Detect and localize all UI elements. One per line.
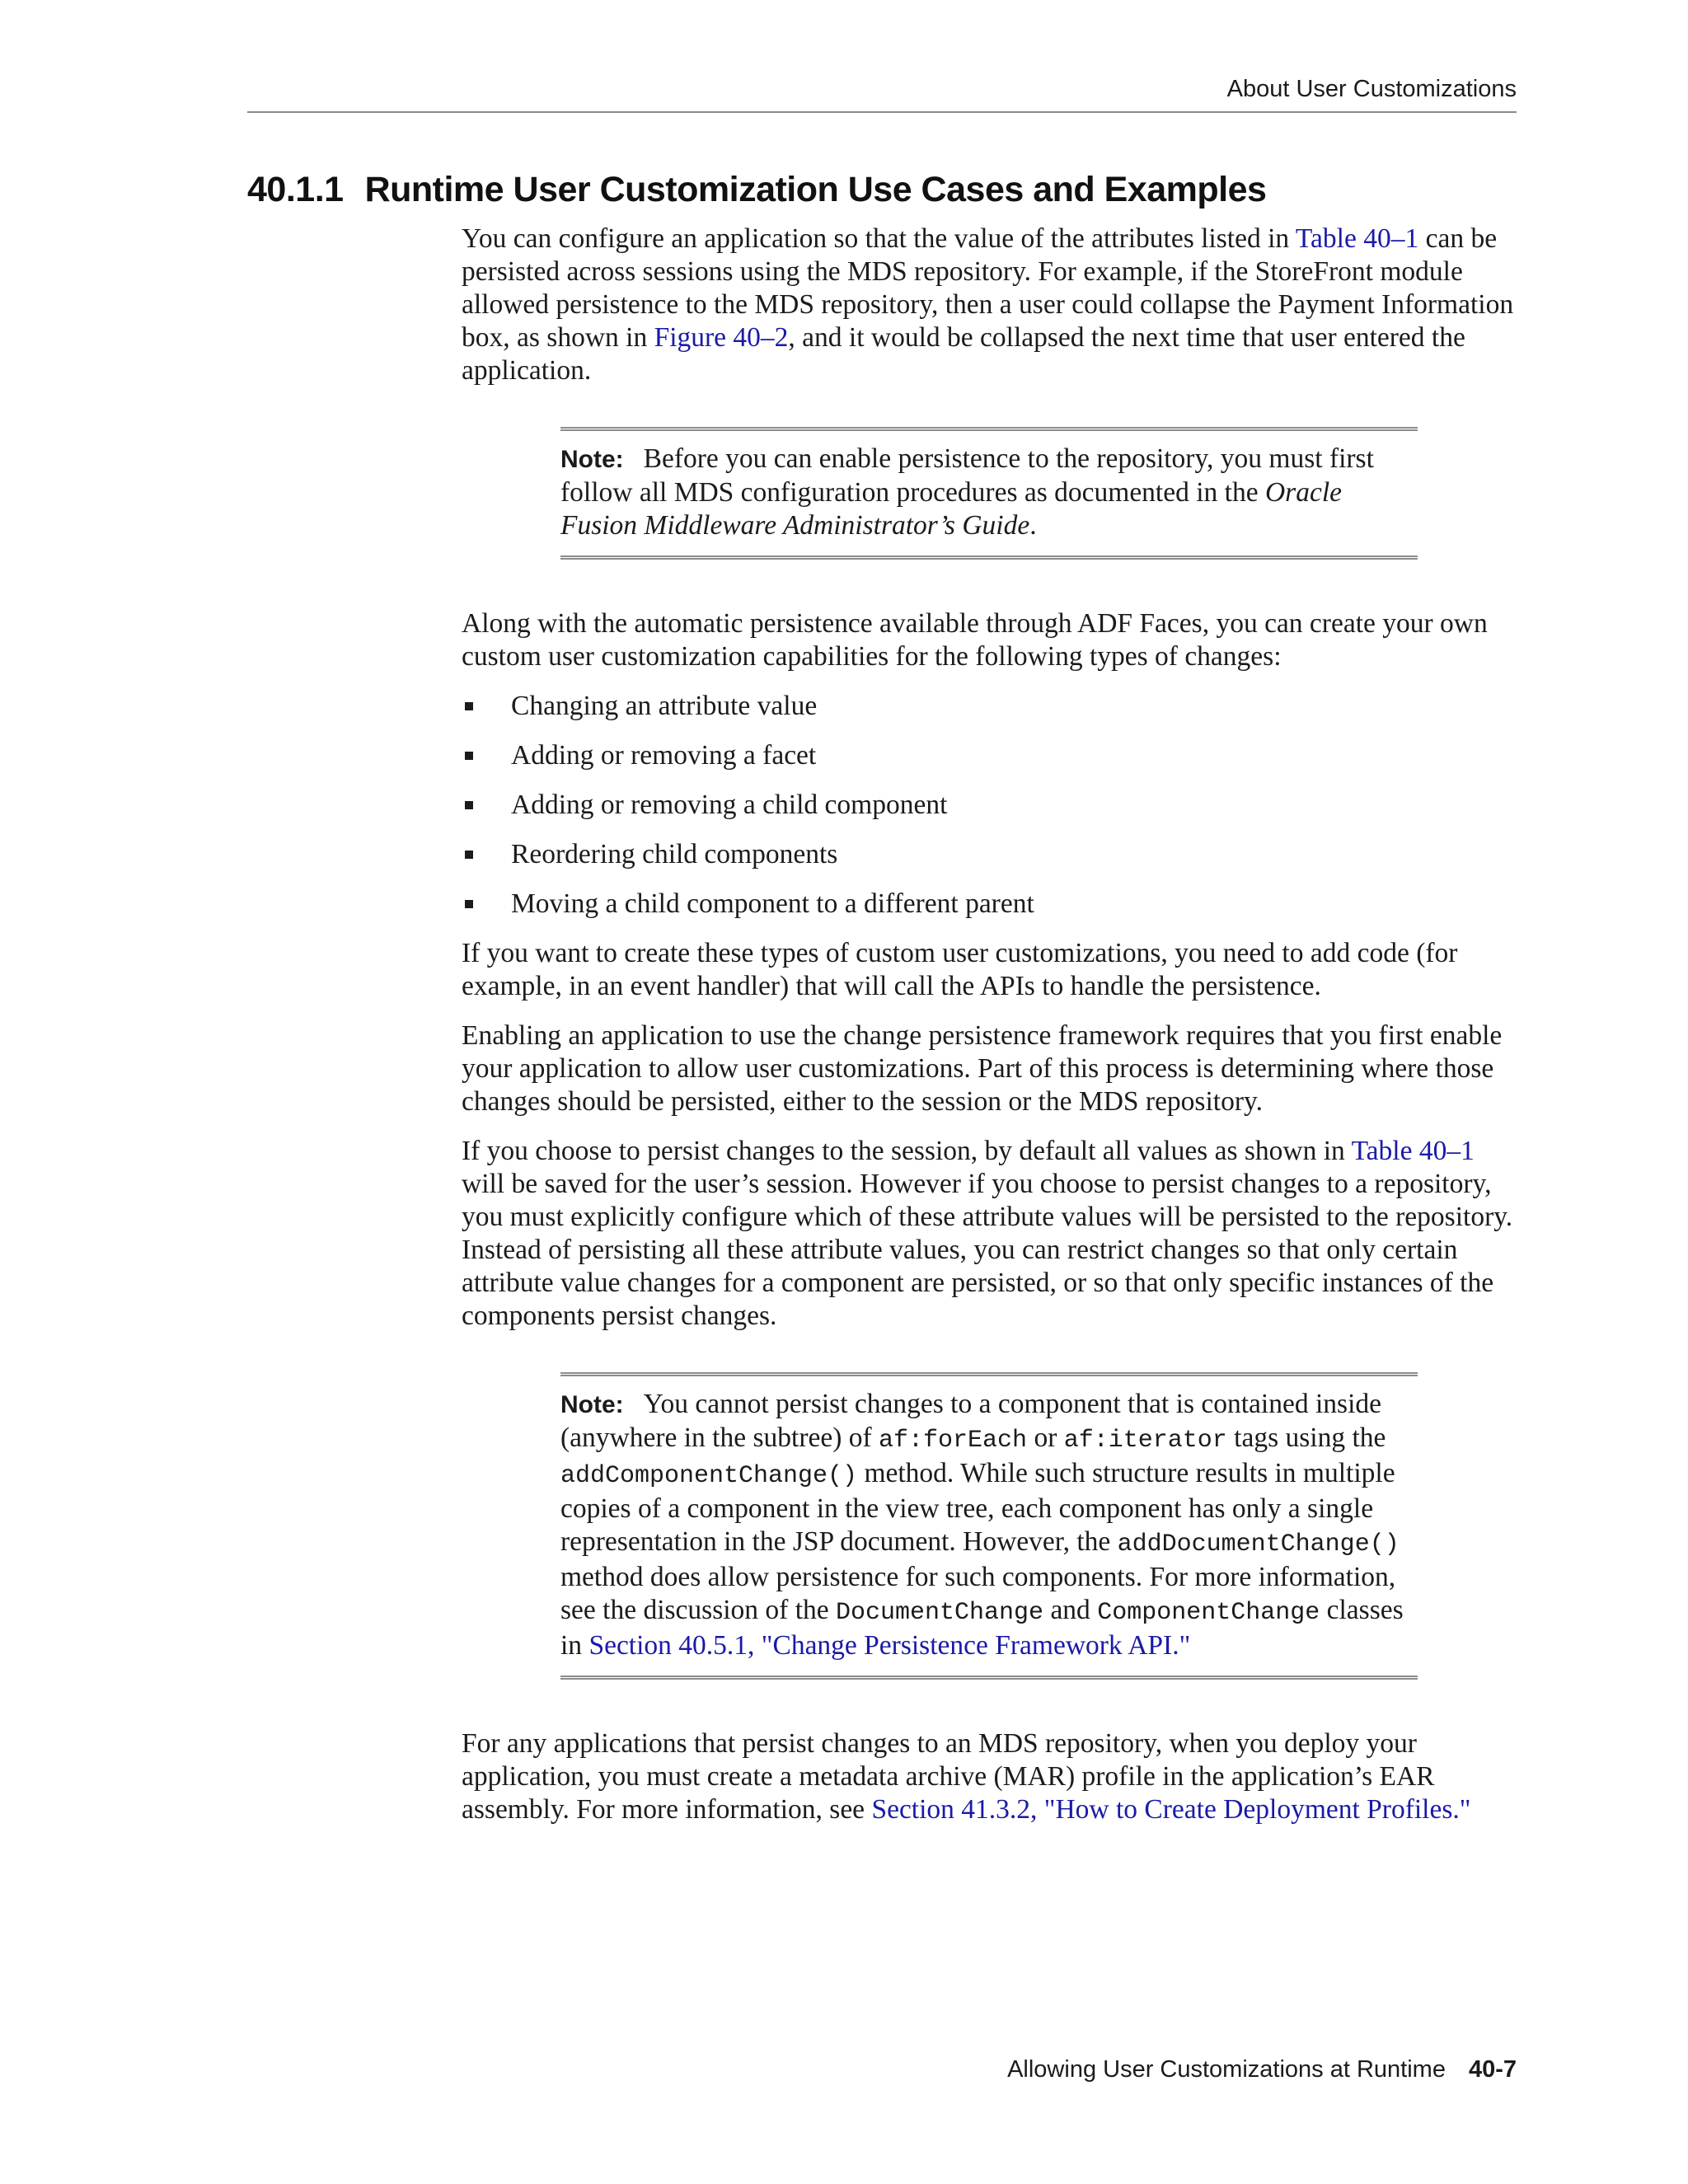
list-item-text: Changing an attribute value [511,691,818,721]
bullet-icon [465,752,473,760]
list-item [462,739,1517,772]
body-text [462,223,1517,1843]
text-run: , and it would be collapsed the next time that user entered the application. [462,322,1465,386]
text-run: or [1027,1422,1064,1453]
list-item-text: Moving a child component to a different parent [511,888,1034,919]
link-table-40-1[interactable]: Table 40–1 [1295,223,1419,254]
text-run: can be persisted across sessions using the MDS repository. For example, if the StoreFront module allowed persistence to the MDS repository, then a user could collapse the Payment Information box, as shown in [462,223,1514,353]
bullet-icon [465,702,473,710]
section-title: Runtime User Customization Use Cases and Examples [364,170,1267,209]
text-run: Before you can enable persistence to the repository, you must first follow all MDS configuration procedures as documented in the [560,443,1374,508]
link-figure-40-2[interactable]: Figure 40–2 [654,322,789,353]
note-label: Note: [560,446,624,473]
text-run: You cannot persist changes to a component that is contained inside (anywhere in the subtree) of [560,1389,1381,1453]
list-item [462,789,1517,822]
code-foreach: af:forEach [879,1427,1028,1455]
text-run: tags using the [1226,1422,1386,1453]
link-table-40-1[interactable]: Table 40–1 [1351,1136,1475,1166]
text-run: You can configure an application so that the value of the attributes listed in [462,223,1296,254]
text-run: and [1043,1595,1098,1625]
text-run: If you choose to persist changes to the session, by default all values as shown in [462,1136,1352,1166]
running-footer [247,2056,1517,2083]
list-item [462,888,1517,921]
note-box-mds [560,427,1418,560]
text-run: . [1029,510,1037,541]
paragraph-enabling: Enabling an application to use the change persistence framework requires that you first enable your application to allow user customizations. Part of this process is determining where those changes should be persisted, either to the session or the MDS repository. [462,1020,1503,1117]
text-run: method does allow persistence for such components. For more information, see the discussion of the [560,1562,1396,1625]
bullet-icon [465,801,473,809]
code-addcomponentchange: addComponentChange() [560,1462,858,1490]
paragraph-custom-capabilities: Along with the automatic persistence available through ADF Faces, you can create your own custom user customization capabilities for the following types of changes: [462,608,1488,672]
paragraph-mar-profile [462,1727,1517,1826]
link-section-41-3-2[interactable]: Section 41.3.2, "How to Create Deployment Profiles." [871,1794,1471,1825]
footer-title: Allowing User Customizations at Runtime [1007,2056,1446,2083]
section-number: 40.1.1 [247,170,344,209]
book-title: Oracle Fusion Middleware Administrator’s Guide [560,477,1343,541]
link-section-40-5-1[interactable]: Section 40.5.1, "Change Persistence Framework API." [588,1630,1191,1661]
text-run: For any applications that persist changes to an MDS repository, when you deploy your application, you must create a metadata archive (MAR) profile in the application’s EAR assembly. For more information, see [462,1728,1435,1825]
list-item-text: Adding or removing a facet [511,740,817,771]
paragraph-session-persist [462,1135,1517,1333]
page-number: 40-7 [1468,2056,1517,2083]
bullet-icon [465,851,473,859]
code-iterator: af:iterator [1063,1427,1227,1455]
note-text [560,443,1418,542]
bullet-icon [465,900,473,908]
list-item-text: Reordering child components [511,839,838,869]
list-item [462,838,1517,871]
paragraph-intro [462,223,1517,387]
note-label: Note: [560,1391,624,1418]
note-box-foreach [560,1372,1418,1680]
text-run: classes in [560,1595,1404,1661]
text-run: will be saved for the user’s session. However if you choose to persist changes to a repository, you must explicitly configure which of these attribute values will be persisted to the repository. Instead of persisting all these attribute values, you can restrict changes so that only certain attribute value changes for a component are persisted, or so that only specific instances of the components persist changes. [462,1169,1513,1331]
code-documentchange: DocumentChange [836,1599,1044,1627]
note-text [560,1388,1418,1662]
code-componentchange: ComponentChange [1097,1599,1320,1627]
section-heading [247,170,1266,210]
list-item [462,690,1517,723]
list-item-text: Adding or removing a child component [511,790,948,820]
running-header-title: About User Customizations [1226,76,1517,102]
running-header [247,76,1517,113]
text-run: method. While such structure results in multiple copies of a component in the view tree, each component has only a single representation in the JSP document. However, the [560,1458,1395,1557]
paragraph-custom-code: If you want to create these types of custom user customizations, you need to add code (for example, in an event handler) that will call the APIs to handle the persistence. [462,938,1458,1001]
code-adddocumentchange: addDocumentChange() [1117,1530,1400,1558]
change-types-list [462,690,1517,921]
